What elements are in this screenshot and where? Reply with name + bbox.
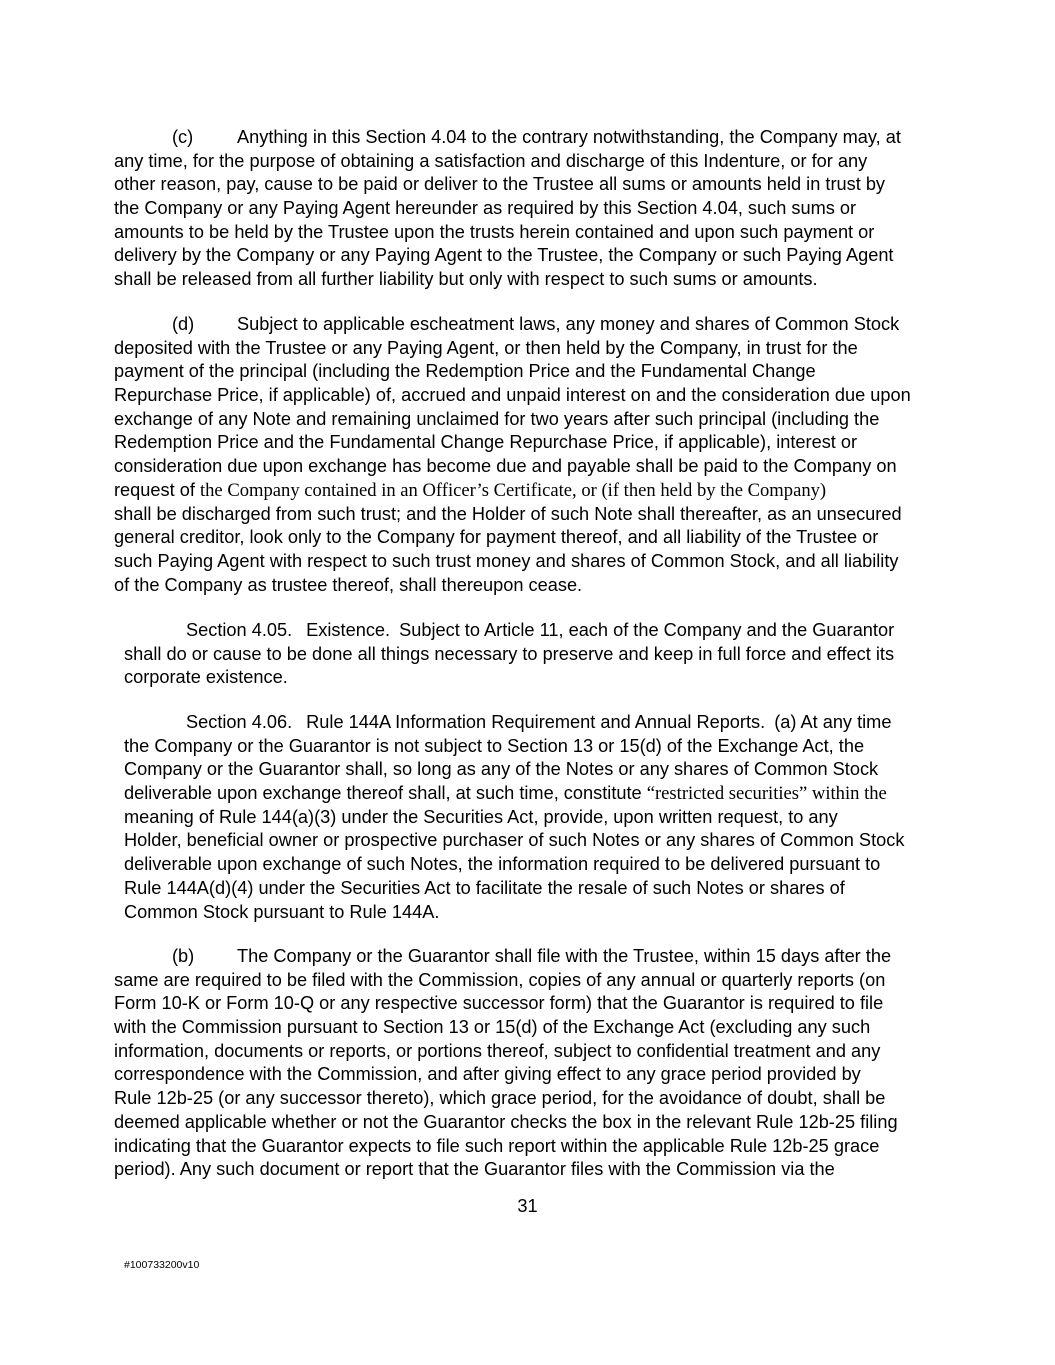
paragraph-line: Holder, beneficial owner or prospective purchaser of such Notes or any shares of Common Stock: [124, 830, 905, 851]
paragraph-line: deliverable upon exchange of such Notes, the information required to be delivered pursuant to: [124, 854, 881, 875]
paragraph-line: Common Stock pursuant to Rule 144A.: [124, 901, 440, 922]
document-id: #100733200v10: [124, 1259, 200, 1271]
paragraph-line: amounts to be held by the Trustee upon the trusts herein contained and upon such payment or: [114, 221, 875, 242]
paragraph-line: Form 10-K or Form 10-Q or any respective successor form) that the Guarantor is required to file: [114, 993, 884, 1014]
paragraph-line: shall do or cause to be done all things necessary to preserve and keep in full force and effect its: [124, 643, 895, 664]
paragraph-line: Redemption Price and the Fundamental Change Repurchase Price, if applicable), interest or: [114, 432, 858, 453]
paragraph-line: other reason, pay, cause to be paid or deliver to the Trustee all sums or amounts held in trust by: [114, 174, 886, 195]
paragraph-line: payment of the principal (including the Redemption Price and the Fundamental Change: [114, 361, 816, 382]
section-heading: Section 4.05.: [186, 620, 293, 640]
paragraph-line: general creditor, look only to the Company for payment thereof, and all liability of the Trustee or: [114, 527, 879, 548]
paragraph-line: any time, for the purpose of obtaining a satisfaction and discharge of this Indenture, or for any: [114, 150, 868, 171]
paragraph-line: deliverable upon exchange thereof shall, at such time, constitute “restricted securities” within the: [124, 783, 887, 805]
paragraph-line: delivery by the Company or any Paying Agent to the Trustee, the Company or such Paying Agent: [114, 245, 894, 266]
paragraph-line: indicating that the Guarantor expects to file such report within the applicable Rule 12b-25 grace: [114, 1135, 880, 1156]
paragraph-line: the Company or any Paying Agent hereunder as required by this Section 4.04, such sums or: [114, 198, 857, 219]
paragraph-line: deposited with the Trustee or any Paying Agent, or then held by the Company, in trust for the: [114, 337, 858, 358]
paragraph-line: the Company or the Guarantor is not subject to Section 13 or 15(d) of the Exchange Act, the: [124, 735, 865, 756]
paragraph-label: (b): [172, 946, 195, 966]
paragraph-line: same are required to be filed with the Commission, copies of any annual or quarterly reports (on: [114, 969, 886, 990]
paragraph-line: with the Commission pursuant to Section 13 or 15(d) of the Exchange Act (excluding any such: [114, 1017, 871, 1038]
paragraph-line: shall be discharged from such trust; and the Holder of such Note shall thereafter, as an unsecured: [114, 503, 902, 524]
paragraph-line: correspondence with the Commission, and after giving effect to any grace period provided by: [114, 1064, 861, 1085]
section-title: Rule 144A Information Requirement and Annual Reports.: [306, 712, 766, 732]
paragraph-label: (d): [172, 314, 195, 334]
paragraph-line: Rule 12b-25 (or any successor thereto), which grace period, for the avoidance of doubt, shall be: [114, 1088, 886, 1109]
paragraph-line: (b) The Company or the Guarantor shall file with the Trustee, within 15 days after the: [114, 945, 898, 969]
paragraph-line: Rule 144A(d)(4) under the Securities Act to facilitate the resale of such Notes or shares of: [124, 877, 845, 898]
section-heading: Section 4.06.: [186, 712, 293, 732]
paragraph-b: [114, 945, 898, 1182]
paragraph-line: (d) Subject to applicable escheatment laws, any money and shares of Common Stock: [114, 313, 911, 337]
paragraph-line: consideration due upon exchange has become due and payable shall be paid to the Company on: [114, 456, 897, 477]
section-4-05: [124, 619, 894, 690]
paragraph-line: Section 4.05. Existence. Subject to Article 11, each of the Company and the Guarantor: [186, 620, 895, 640]
paragraph-line: such Paying Agent with respect to such trust money and shares of Common Stock, and all liability: [114, 550, 899, 571]
paragraph-line: Repurchase Price, if applicable) of, accrued and unpaid interest on and the consideration due upon: [114, 385, 911, 406]
paragraph-line: meaning of Rule 144(a)(3) under the Securities Act, provide, upon written request, to any: [124, 806, 838, 827]
paragraph-line: Section 4.06. Rule 144A Information Requirement and Annual Reports. (a) At any time: [186, 712, 892, 732]
paragraph-line: of the Company as trustee thereof, shall thereupon cease.: [114, 574, 583, 595]
paragraph-line: (c) Anything in this Section 4.04 to the contrary notwithstanding, the Company may, at: [114, 126, 901, 150]
paragraph-label: (c): [172, 127, 194, 147]
section-4-06: [124, 711, 904, 924]
paragraph-line: information, documents or reports, or portions thereof, subject to confidential treatment and any: [114, 1040, 881, 1061]
paragraph-line: deemed applicable whether or not the Guarantor checks the box in the relevant Rule 12b-25 filing: [114, 1111, 898, 1132]
paragraph-line: request of the Company contained in an Officer’s Certificate, or (if then held by the Company): [114, 479, 827, 501]
paragraph-d: [114, 313, 911, 597]
paragraph-line: shall be released from all further liability but only with respect to such sums or amounts.: [114, 269, 818, 290]
paragraph-line: period). Any such document or report that the Guarantor files with the Commission via the: [114, 1159, 835, 1180]
page-number: 31: [517, 1196, 538, 1216]
paragraph-c: [114, 126, 901, 292]
section-title: Existence.: [306, 620, 391, 640]
paragraph-line: Company or the Guarantor shall, so long as any of the Notes or any shares of Common Stock: [124, 759, 879, 780]
paragraph-line: corporate existence.: [124, 667, 288, 688]
paragraph-line: exchange of any Note and remaining unclaimed for two years after such principal (including the: [114, 408, 880, 429]
